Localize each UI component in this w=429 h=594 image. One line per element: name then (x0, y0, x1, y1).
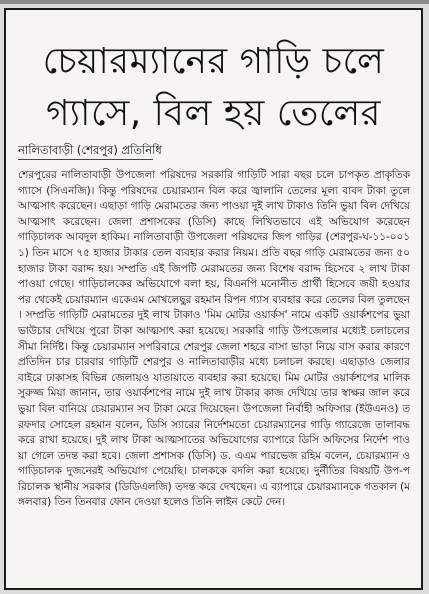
news-clipping (4, 8, 423, 590)
top-rule (0, 0, 429, 4)
headline-line-1: চেয়ারম্যানের গাড়ি চলে (42, 41, 385, 82)
byline-underline (18, 159, 153, 160)
article-body: শেরপুরের নালিতাবাড়ী উপজেলা পরিষদের সরকারি গাড়িটি সারা বছর চলে চাপকৃত প্রাকৃতিক গ্যাসে (সিএনজি)। কিন্তু পরিষদের চেয়ারম্যান বিল করে জ্বালানি তেলের মূল্য বাবদ টাকা তুলে আত্মসাৎ করেছেন। এছাড়া গাড়ি মেরামতের জন্য পাওয়া দুই লাখ টাকাও তিনি ভুয়া বিল দেখিয়ে আত্মসাৎ করেছেন। জেলা প্রশাসকের (ডিসি) কাছে লিখিতভাবে এই অভিযোগ করেছেন গাড়িচালক আবদুল হাকিম। নালিতাবাড়ী উপজেলা পরিষদের জিপ গাড়ির (শেরপুর-ঘ-১১-০০১১) তিন মাসে ৭৫ হাজার টাকার তেল ব্যবহার করার নিয়ম। প্রতি বছর গাড়ি মেরামতের জন্য ৫০ হাজার টাকা বরাদ্দ হয়। সম্প্রতি এই জিপটি মেরামতের জন্য বিশেষ বরাদ্দ হিসেবে ২ লাখ টাকা পাওয়া গেছে। গাড়িচালকের অভিযোগে বলা হয়, বিএনপি মনোনীত প্রার্থী হিসেবে জয়ী হওয়ার পর থেকেই চেয়ারম্যান একেএম মোখলেছুর রহমান রিপন গ্যাস ব্যবহার করে তেলের বিল তুলছেন। সম্প্রতি গাড়িটি মেরামতের দুই লাখ টাকাও 'মিম মোটর ওয়ার্কস' নামে একটি ওয়ার্কশপের ভুয়া ভাউচার দেখিয়ে পুরো টাকা আত্মসাৎ করা হয়েছে। সরকারি গাড়ি উপজেলার মধ্যেই চলাচলের সীমা নির্দিষ্ট। কিন্তু চেয়ারম্যান সপরিবারে শেরপুর জেলা শহরে বাসা ভাড়া নিয়ে বাস করার কারণে প্রতিদিন চার চারবার গাড়িটি শেরপুর ও নালিতাবাড়ীর মধ্যে চলাচল করছে। এছাড়াও জেলার বাইরে ঢাকাসহ বিভিন্ন জেলায়ও যাতায়াতে ব্যবহার করা হয়েছে। মিম মোটর ওয়ার্কশপের মালিক সুরুজ্জ মিয়া জানান, তার ওয়ার্কশপের নামে দুই লাখ টাকার কাজ দেখিয়ে তার স্বাক্ষর জাল করে ভুয়া বিল বানিয়ে চেয়ারম্যান সব টাকা মেরে দিয়েছেন। উপজেলা নির্বাহী অফিসার (ইউএনও) তরফদার সোহেল রহমান বলেন, ডিসি স্যারের নির্দেশমতো চেয়ারম্যানের গাড়ি গ্যারেজে তালাবদ্ধ করে রাখা হয়েছে। দুই লাখ টাকা আত্মসাতের অভিযোগের ব্যাপারে ডিসি অফিসের নির্দেশ পাওয়া গেলে তদন্ত করা হবে। জেলা প্রশাসক (ডিসি) ড. এএম পারভেজ রহিম বলেন, চেয়ারম্যান ও গাড়িচালক দুজনেরই অভিযোগ পেয়েছি। চালককে বদলি করা হয়েছে। দুর্নীতির বিষয়টি উপ-পরিচালক স্থানীয় সরকার (ডিডিএলজি) তদন্ত করে দেখছেন। এ ব্যাপারে চেয়ারম্যানকে গতকাল (মঙ্গলবার) তিন তিনবার ফোন দেওয়া হলেও তিনি লাইন কেটে দেন। (18, 169, 410, 509)
headline-line-2: গ্যাসে, বিল হয় তেলের (46, 93, 381, 134)
byline: নালিতাবাড়ী (শেরপুর) প্রতিনিধি (18, 143, 162, 157)
